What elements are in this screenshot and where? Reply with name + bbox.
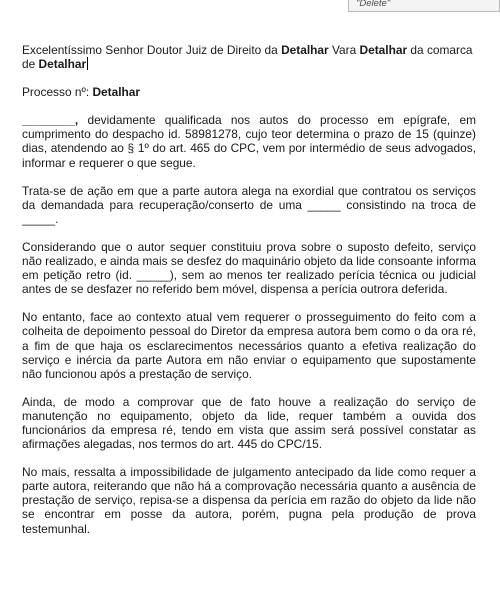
paragraph-conclusion: No mais, ressalta a impossibilidade de julgamento antecipado da lide como requer a parte autora, reiterando que não há a comprovação necessária quanto a ausência de prestação de serviço, repisa-se a dispensa da perícia em razão do objeto da lide não se encontrar em posse da autora, porém, pugna pela produção de prova testemunhal. [22,465,476,536]
paragraph-facts: Trata-se de ação em que a parte autora alega na exordial que contratou os serviços da demandada para recuperação/conserto de uma _____ consistindo na troca de _____. [22,183,476,226]
court-field-vara[interactable]: Detalhar [359,43,408,57]
paragraph-evidence: Considerando que o autor sequer constituiu prova sobre o suposto defeito, serviço não realizado, e ainda mais se desfez do maquinário objeto da lide consoante informa em petição retro (id. _____), sem ao menos ter realizado perícia técnica ou judicial antes de se desfazer no referido bem móvel, dispensa a perícia outrora deferida. [22,239,476,297]
court-address [22,43,476,71]
comment-balloon[interactable] [348,0,500,12]
process-number-field[interactable]: Detalhar [92,85,141,100]
comment-text: "Delete" [356,0,391,9]
court-field-comarca[interactable]: Detalhar [38,57,87,72]
court-text-1: Excelentíssimo Senhor Doutor Juiz de Direito da [22,43,282,57]
process-label: Processo nº: [22,85,93,100]
court-text-3: da comarca de [22,43,473,72]
party-name-blank[interactable]: ________, [22,113,79,128]
process-number-line [22,85,476,99]
paragraph-witness-request: Ainda, de modo a comprovar que de fato houve a realização do serviço de manutenção no equipamento, objeto da lide, requer também a ouvida dos funcionários da empresa ré, tendo em vista que assim será possível constatar as afirmações alegadas, nos termos do art. 445 do CPC/15. [22,394,476,452]
paragraph-deposition-request: No entanto, face ao contexto atual vem requerer o prosseguimento do feito com a colheita de depoimento pessoal do Diretor da empresa autora bem como o da ora ré, a fim de que haja os esclarecimentos necessários quanto a efetiva realização do serviço e inércia da parte Autora em não enviar o equipamento que supostamente não funcionou após a prestação de serviço. [22,310,476,381]
intro-paragraph [22,113,476,169]
text-cursor [87,57,88,70]
court-field-vara-judge[interactable]: Detalhar [281,43,329,57]
document-body[interactable] [22,43,476,550]
intro-text: devidamente qualificada nos autos do processo em epígrafe, em cumprimento do despacho id. 58981278, cujo teor determina o prazo de 15 (quinze) dias, atendendo ao § 1º do art. 465 do CPC, vem por intermédio de seus advogados, informar e requerer o que segue. [22,113,476,170]
court-text-2: Vara [328,43,360,57]
